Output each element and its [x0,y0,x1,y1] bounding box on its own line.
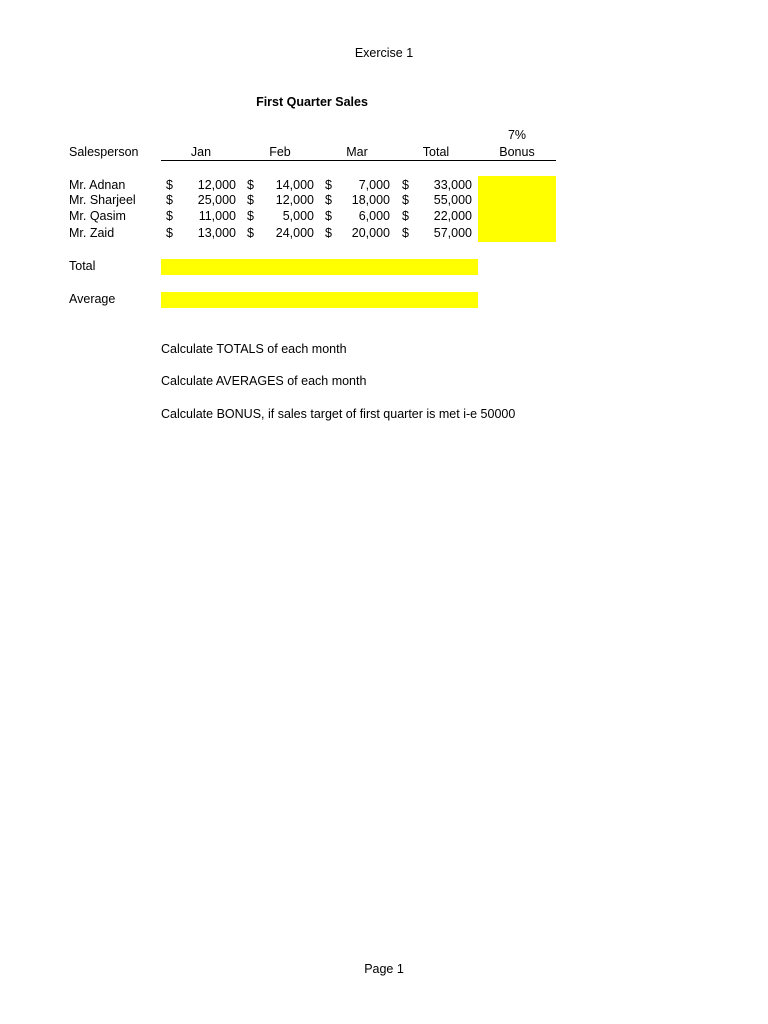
currency-symbol: $ [402,178,409,192]
currency-symbol: $ [402,209,409,223]
currency-symbol: $ [402,193,409,207]
currency-symbol: $ [247,226,254,240]
currency-symbol: $ [325,193,332,207]
column-header-jan: Jan [190,145,212,159]
currency-symbol: $ [325,209,332,223]
currency-symbol: $ [247,193,254,207]
cell-jan: 25,000 [197,193,236,207]
table-row [0,178,768,193]
currency-symbol: $ [166,209,173,223]
total-input-range[interactable] [161,259,478,275]
cell-jan: 11,000 [198,209,236,223]
column-header-feb: Feb [269,145,291,159]
table-row [0,226,768,241]
column-header-total: Total [422,145,450,159]
cell-mar: 18,000 [351,193,390,207]
average-row-label: Average [69,292,116,306]
currency-symbol: $ [247,209,254,223]
column-header-bonus-pct: 7% [507,128,527,142]
currency-symbol: $ [166,226,173,240]
cell-feb: 12,000 [275,193,314,207]
table-row [0,209,768,224]
instruction-averages: Calculate AVERAGES of each month [161,374,367,388]
table-row [0,193,768,208]
currency-symbol: $ [402,226,409,240]
total-row-label: Total [69,259,96,273]
row-salesperson: Mr. Qasim [69,209,126,223]
currency-symbol: $ [166,193,173,207]
cell-total: 33,000 [433,178,472,192]
sheet-title: First Quarter Sales [256,95,368,109]
column-header-bonus: Bonus [499,145,535,159]
cell-feb: 5,000 [282,209,314,223]
cell-mar: 6,000 [358,209,390,223]
cell-jan: 13,000 [197,226,236,240]
cell-feb: 14,000 [275,178,314,192]
cell-total: 22,000 [433,209,472,223]
page-footer: Page 1 [364,962,404,976]
header-underline [161,160,556,161]
cell-mar: 7,000 [358,178,390,192]
instruction-bonus: Calculate BONUS, if sales target of first quarter is met i-e 50000 [161,407,516,421]
row-salesperson: Mr. Zaid [69,226,115,240]
instruction-totals: Calculate TOTALS of each month [161,342,347,356]
cell-jan: 12,000 [197,178,236,192]
cell-feb: 24,000 [275,226,314,240]
cell-total: 55,000 [433,193,472,207]
currency-symbol: $ [325,226,332,240]
row-salesperson: Mr. Adnan [69,178,126,192]
page-header: Exercise 1 [354,46,414,60]
column-header-salesperson: Salesperson [69,145,139,159]
cell-total: 57,000 [433,226,472,240]
currency-symbol: $ [247,178,254,192]
currency-symbol: $ [166,178,173,192]
row-salesperson: Mr. Sharjeel [69,193,136,207]
currency-symbol: $ [325,178,332,192]
cell-mar: 20,000 [351,226,390,240]
average-input-range[interactable] [161,292,478,308]
column-header-mar: Mar [346,145,368,159]
